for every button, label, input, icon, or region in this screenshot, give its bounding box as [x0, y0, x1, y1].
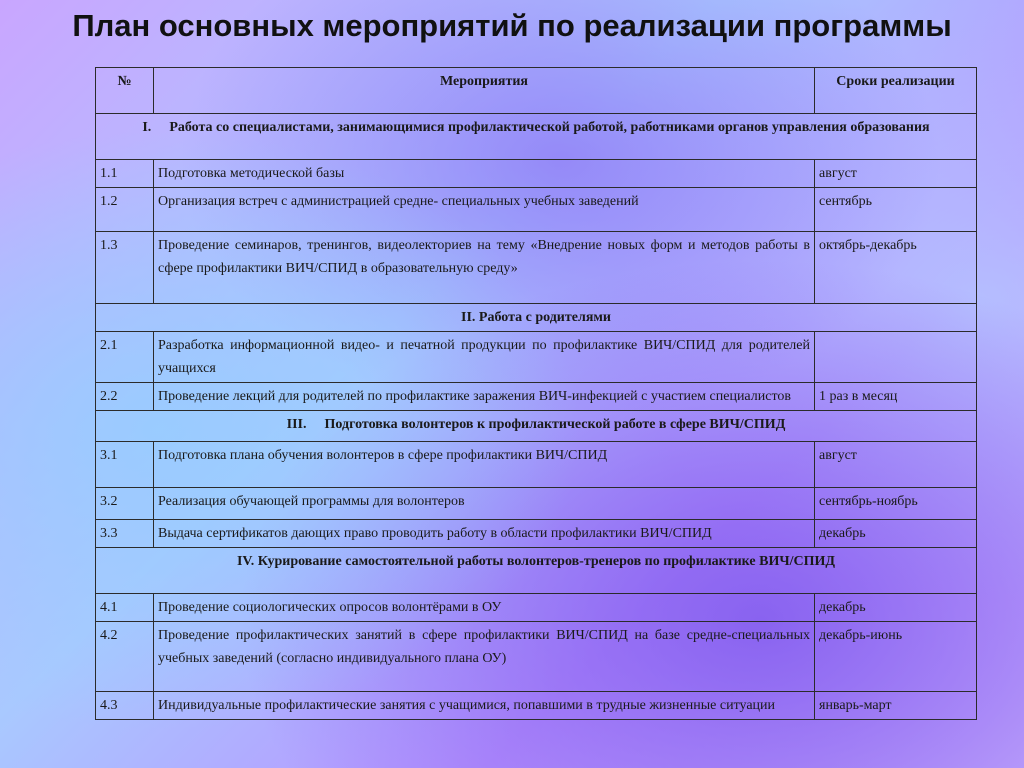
row-num: 1.1: [96, 160, 154, 188]
table-row: [96, 594, 977, 622]
row-event: Проведение социологических опросов волонтёрами в ОУ: [154, 594, 815, 622]
row-num: 4.2: [96, 622, 154, 692]
table-row: [96, 442, 977, 488]
row-term: сентябрь-ноябрь: [815, 488, 977, 520]
row-event: Индивидуальные профилактические занятия с учащимися, попавшими в трудные жизненные ситуации: [154, 692, 815, 720]
section-heading-text: Работа со специалистами, занимающимися профилактической работой, работниками органов управления образования: [169, 120, 930, 135]
section-roman: I.: [142, 120, 152, 135]
row-term: декабрь: [815, 520, 977, 548]
row-term: [815, 332, 977, 383]
plan-table: [95, 67, 977, 720]
row-term: декабрь-июнь: [815, 622, 977, 692]
row-term: август: [815, 442, 977, 488]
header-term: Сроки реализации: [815, 68, 977, 114]
slide-title: План основных мероприятий по реализации программы: [72, 8, 952, 43]
section-row: [96, 548, 977, 594]
section-heading-2: II. Работа с родителями: [96, 304, 977, 332]
section-heading-3: [96, 411, 977, 442]
section-heading-text: Подготовка волонтеров к профилактической работе в сфере ВИЧ/СПИД: [324, 417, 786, 432]
row-num: 3.3: [96, 520, 154, 548]
row-event: Выдача сертификатов дающих право проводить работу в области профилактики ВИЧ/СПИД: [154, 520, 815, 548]
row-event: Разработка информационной видео- и печатной продукции по профилактике ВИЧ/СПИД для родителей учащихся: [154, 332, 815, 383]
table-row: [96, 488, 977, 520]
row-num: 3.2: [96, 488, 154, 520]
row-event: Проведение профилактических занятий в сфере профилактики ВИЧ/СПИД на базе средне-специальных учебных заведений (согласно индивидуального плана ОУ): [154, 622, 815, 692]
table-row: [96, 383, 977, 411]
section-row: [96, 114, 977, 160]
header-num: №: [96, 68, 154, 114]
row-event: Проведение семинаров, тренингов, видеолекториев на тему «Внедрение новых форм и методов работы в сфере профилактики ВИЧ/СПИД в образовательную среду»: [154, 232, 815, 304]
header-row: [96, 68, 977, 114]
section-row: [96, 304, 977, 332]
row-term: сентябрь: [815, 188, 977, 232]
section-heading-4: IV. Курирование самостоятельной работы волонтеров-тренеров по профилактике ВИЧ/СПИД: [96, 548, 977, 594]
section-heading-1: [96, 114, 977, 160]
row-num: 1.2: [96, 188, 154, 232]
table-row: [96, 232, 977, 304]
row-term: октябрь-декабрь: [815, 232, 977, 304]
table-row: [96, 622, 977, 692]
row-num: 1.3: [96, 232, 154, 304]
row-event: Организация встреч с администрацией средне- специальных учебных заведений: [154, 188, 815, 232]
row-term: декабрь: [815, 594, 977, 622]
table-row: [96, 692, 977, 720]
row-event: Подготовка плана обучения волонтеров в сфере профилактики ВИЧ/СПИД: [154, 442, 815, 488]
table-row: [96, 332, 977, 383]
row-event: Проведение лекций для родителей по профилактике заражения ВИЧ-инфекцией с участием специалистов: [154, 383, 815, 411]
row-num: 2.2: [96, 383, 154, 411]
section-row: [96, 411, 977, 442]
row-num: 3.1: [96, 442, 154, 488]
row-event: Подготовка методической базы: [154, 160, 815, 188]
table-row: [96, 188, 977, 232]
table-row: [96, 160, 977, 188]
row-num: 4.3: [96, 692, 154, 720]
row-event: Реализация обучающей программы для волонтеров: [154, 488, 815, 520]
table-row: [96, 520, 977, 548]
section-roman: III.: [286, 417, 307, 432]
row-num: 4.1: [96, 594, 154, 622]
row-term: январь-март: [815, 692, 977, 720]
header-event: Мероприятия: [154, 68, 815, 114]
row-term: 1 раз в месяц: [815, 383, 977, 411]
row-num: 2.1: [96, 332, 154, 383]
row-term: август: [815, 160, 977, 188]
